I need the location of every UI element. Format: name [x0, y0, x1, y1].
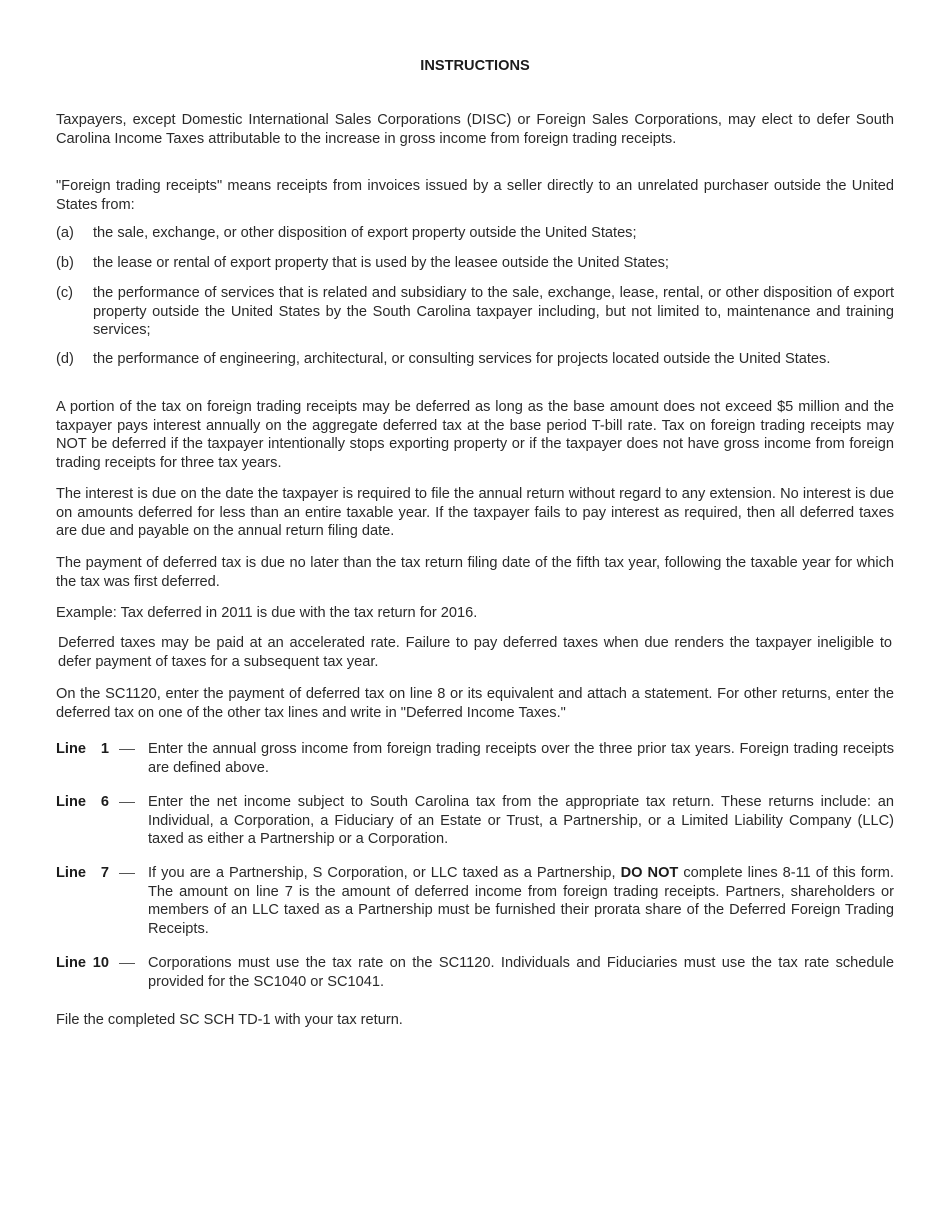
- portion-paragraph: A portion of the tax on foreign trading receipts may be deferred as long as the base amount does not exceed $5 million and the taxpayer pays interest annually on the aggregate deferred tax at the base period T-bill rate. Tax on foreign trading receipts may NOT be deferred if the taxpayer intentionally stops exporting property or if the taxpayer does not have gross income from foreign trading receipts for three tax years.: [56, 399, 894, 471]
- line-label: [56, 793, 148, 849]
- closing-paragraph: File the completed SC SCH TD-1 with your tax return.: [56, 1012, 403, 1028]
- sc1120-paragraph: On the SC1120, enter the payment of deferred tax on line 8 or its equivalent and attach a statement. For other returns, enter the deferred tax on one of the other tax lines and write in "Deferred Income Taxes.": [56, 686, 894, 721]
- list-item-text: the lease or rental of export property that is used by the leasee outside the United States;: [93, 255, 669, 271]
- line-text: Enter the net income subject to South Carolina tax from the appropriate tax return. These returns include: an Individual, a Corporation, a Fiduciary of an Estate or Trust, a Partnership, or a Limited Liability Company (LLC) taxed as either a Partnership or a Corporation.: [148, 794, 894, 848]
- dash-divider: [119, 963, 135, 964]
- list-item: [56, 350, 894, 369]
- list-item: [56, 254, 894, 273]
- accelerated-paragraph: Deferred taxes may be paid at an accelerated rate. Failure to pay deferred taxes when due renders the taxpayer ineligible to defer payment of taxes for a subsequent tax year.: [58, 635, 892, 670]
- payment-paragraph: The payment of deferred tax is due no later than the tax return filing date of the fifth tax year, following the taxable year for which the tax was first deferred.: [56, 555, 894, 590]
- line-6-instruction: [56, 793, 894, 849]
- list-item-text: the sale, exchange, or other disposition of export property outside the United States;: [93, 225, 637, 241]
- list-item: [56, 284, 894, 340]
- example-paragraph: Example: Tax deferred in 2011 is due with the tax return for 2016.: [56, 605, 478, 621]
- list-item-label: (d): [56, 351, 74, 367]
- list-item-text: the performance of services that is related and subsidiary to the sale, exchange, lease, rental, or other disposition of export property outside the United States by the South Carolina taxpayer including, but not limited to, maintenance and training services;: [93, 285, 894, 339]
- page-title: INSTRUCTIONS: [420, 58, 530, 74]
- list-item-label: (c): [56, 285, 74, 301]
- line-text: Corporations must use the tax rate on the SC1120. Individuals and Fiduciaries must use the tax rate schedule provided for the SC1040 or SC1041.: [148, 955, 894, 990]
- do-not-emphasis: DO NOT: [620, 865, 679, 881]
- line-text: [148, 864, 894, 938]
- line-number: 6: [100, 794, 109, 810]
- list-item: [56, 224, 894, 243]
- line-text-part: If you are a Partnership, S Corporation, or LLC taxed as a Partnership,: [148, 865, 621, 881]
- line-7-instruction: [56, 864, 894, 938]
- interest-paragraph: The interest is due on the date the taxpayer is required to file the annual return without regard to any extension. No interest is due on amounts deferred for less than an entire taxable year. If the taxpayer fails to pay interest as required, then all deferred taxes are due and payable on the annual return filing date.: [56, 486, 894, 540]
- list-item-label: (a): [56, 225, 74, 241]
- line-label: [56, 954, 148, 991]
- dash-divider: [119, 873, 135, 874]
- line-word: Line: [56, 794, 86, 810]
- line-text: Enter the annual gross income from foreign trading receipts over the three prior tax years. Foreign trading receipts are defined above.: [148, 741, 894, 776]
- line-number: 7: [100, 865, 109, 881]
- line-word: Line: [56, 741, 86, 757]
- line-word: Line: [56, 865, 86, 881]
- line-10-instruction: [56, 954, 894, 991]
- line-number: 10: [92, 955, 109, 971]
- line-text-part: complete lines 8-11 of this form. The amount on line 7 is the amount of deferred income from foreign trading receipts. Partners, shareholders or members of an LLC taxed as a Partnership must be furnished their prorata share of the Deferred Foreign Trading Receipts.: [148, 865, 894, 937]
- intro-paragraph: Taxpayers, except Domestic International Sales Corporations (DISC) or Foreign Sales Corporations, may elect to defer South Carolina Income Taxes attributable to the increase in gross income from foreign trading receipts.: [56, 112, 894, 147]
- list-item-label: (b): [56, 255, 74, 271]
- line-number: 1: [100, 741, 109, 757]
- definition-paragraph: "Foreign trading receipts" means receipts from invoices issued by a seller directly to an unrelated purchaser outside the United States from:: [56, 178, 894, 213]
- dash-divider: [119, 749, 135, 750]
- line-word: Line: [56, 955, 86, 971]
- list-item-text: the performance of engineering, architectural, or consulting services for projects located outside the United States.: [93, 351, 831, 367]
- dash-divider: [119, 802, 135, 803]
- line-label: [56, 864, 148, 938]
- line-1-instruction: [56, 740, 894, 777]
- line-label: [56, 740, 148, 777]
